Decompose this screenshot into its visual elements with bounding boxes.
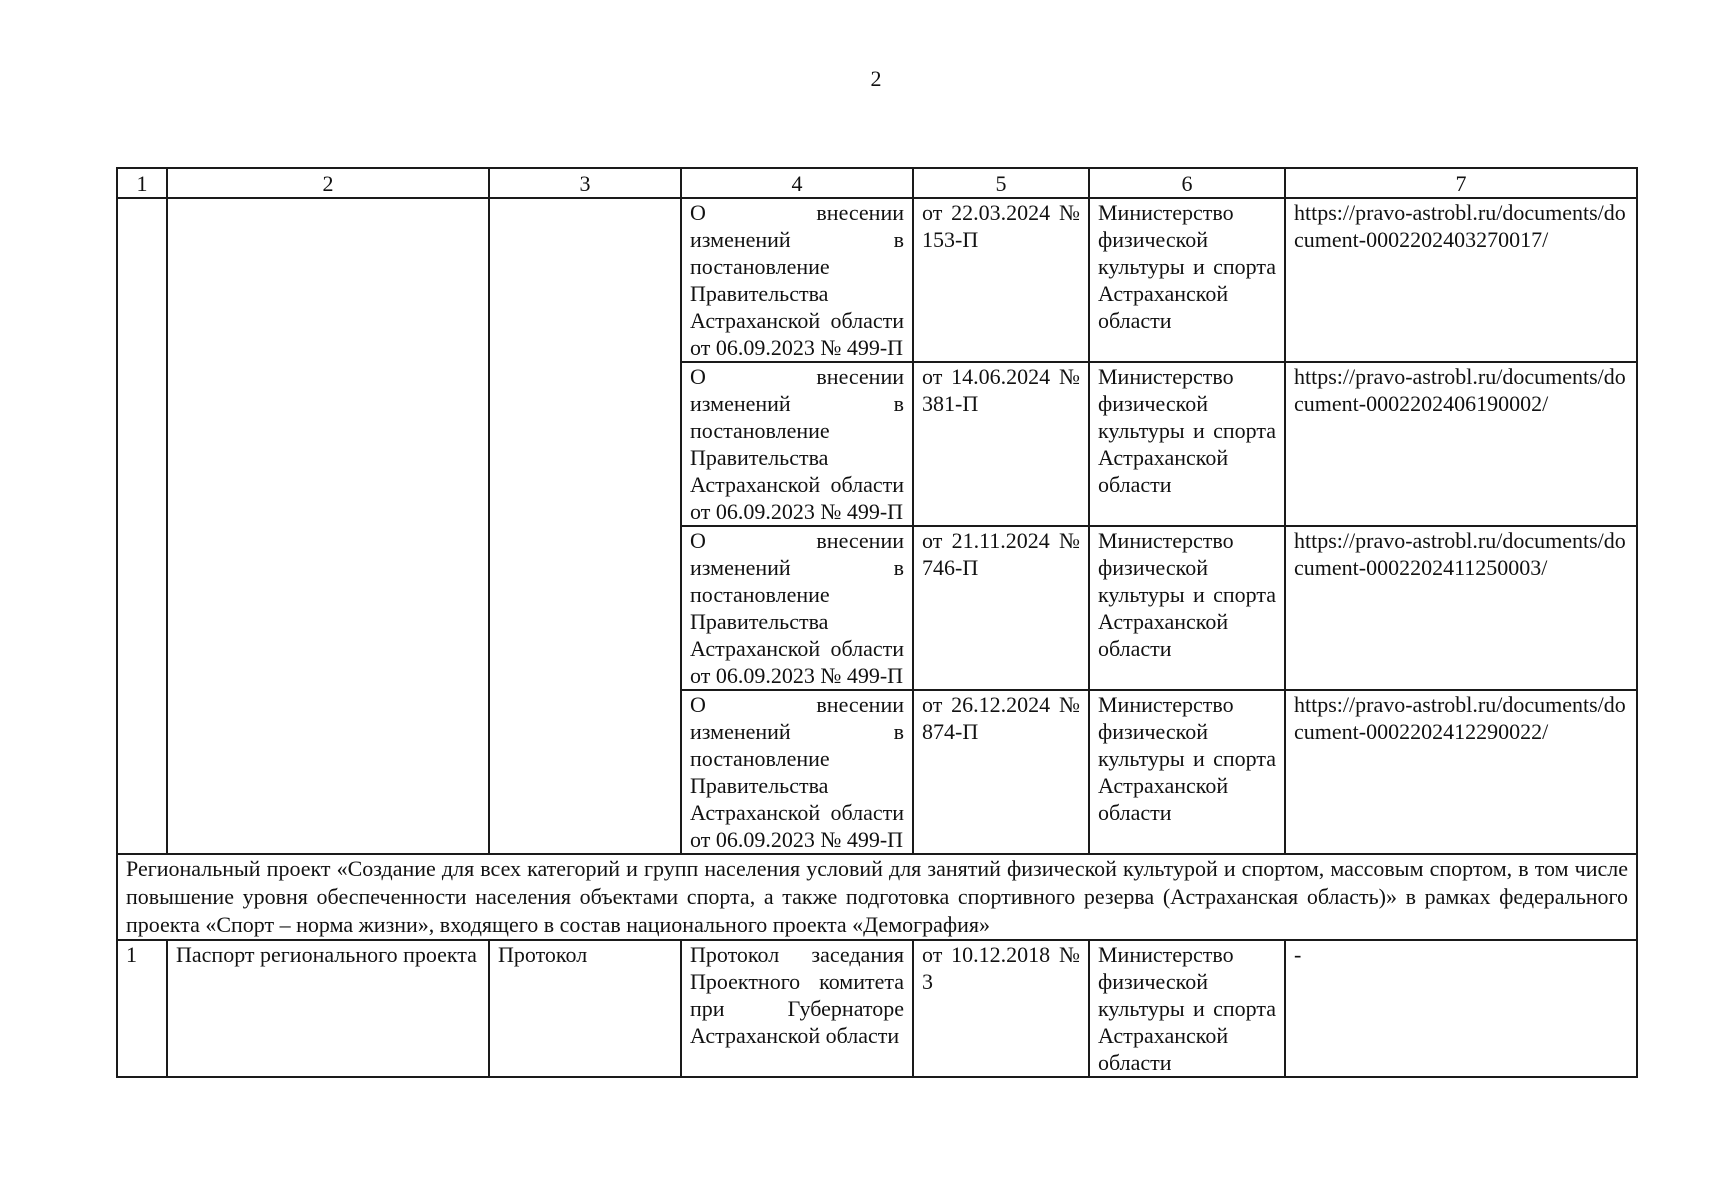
- col-header-6: 6: [1089, 168, 1285, 198]
- section-title: Региональный проект «Создание для всех категорий и групп населения условий для занятий физической культурой и спортом, массовым спортом, в том числе повышение уровня обеспеченности населения объектами спорта, а также подготовка спортивного резерва (Астраханская область)» в рамках федерального проекта «Спорт – норма жизни», входящего в состав национального проекта «Демография»: [117, 854, 1637, 940]
- name-cell: Паспорт регионального проекта: [167, 940, 489, 1077]
- body-cell: Министерство физической культуры и спорта Астраханской области: [1089, 526, 1285, 690]
- col-header-4: 4: [681, 168, 913, 198]
- header-row: [117, 168, 1637, 198]
- body-cell: Министерство физической культуры и спорта Астраханской области: [1089, 362, 1285, 526]
- row-number: 1: [117, 940, 167, 1077]
- date-number-cell: от 22.03.2024 № 153-П: [913, 198, 1089, 362]
- body-cell: Министерство физической культуры и спорта Астраханской области: [1089, 940, 1285, 1077]
- date-number-cell: от 26.12.2024 № 874-П: [913, 690, 1089, 854]
- col-header-7: 7: [1285, 168, 1637, 198]
- type-cell-empty: [489, 198, 681, 854]
- page-number: 2: [870, 66, 882, 91]
- body-cell: Министерство физической культуры и спорта Астраханской области: [1089, 690, 1285, 854]
- col-header-2: 2: [167, 168, 489, 198]
- col-header-3: 3: [489, 168, 681, 198]
- section-title-row: [117, 854, 1637, 940]
- document-link[interactable]: https://pravo-astrobl.ru/documents/document-0002202412290022/: [1285, 690, 1637, 854]
- col-header-1: 1: [117, 168, 167, 198]
- table-row: [117, 940, 1637, 1077]
- doc-name-cell: О внесении изменений в постановление Правительства Астраханской области от 06.09.2023 № 499-П: [681, 198, 913, 362]
- link-cell: -: [1285, 940, 1637, 1077]
- body-cell: Министерство физической культуры и спорта Астраханской области: [1089, 198, 1285, 362]
- document-link[interactable]: https://pravo-astrobl.ru/documents/document-0002202403270017/: [1285, 198, 1637, 362]
- document-link[interactable]: https://pravo-astrobl.ru/documents/document-0002202411250003/: [1285, 526, 1637, 690]
- doc-name-cell: О внесении изменений в постановление Правительства Астраханской области от 06.09.2023 № 499-П: [681, 526, 913, 690]
- date-number-cell: от 10.12.2018 № 3: [913, 940, 1089, 1077]
- table-row: [117, 198, 1637, 362]
- name-cell-empty: [167, 198, 489, 854]
- type-cell: Протокол: [489, 940, 681, 1077]
- date-number-cell: от 21.11.2024 № 746-П: [913, 526, 1089, 690]
- col-header-5: 5: [913, 168, 1089, 198]
- date-number-cell: от 14.06.2024 № 381-П: [913, 362, 1089, 526]
- num-cell-empty: [117, 198, 167, 854]
- doc-name-cell: О внесении изменений в постановление Правительства Астраханской области от 06.09.2023 № 499-П: [681, 690, 913, 854]
- doc-name-cell: Протокол заседания Проектного комитета при Губернаторе Астраханской области: [681, 940, 913, 1077]
- doc-name-cell: О внесении изменений в постановление Правительства Астраханской области от 06.09.2023 № 499-П: [681, 362, 913, 526]
- document-link[interactable]: https://pravo-astrobl.ru/documents/document-0002202406190002/: [1285, 362, 1637, 526]
- documents-table: [116, 167, 1638, 1078]
